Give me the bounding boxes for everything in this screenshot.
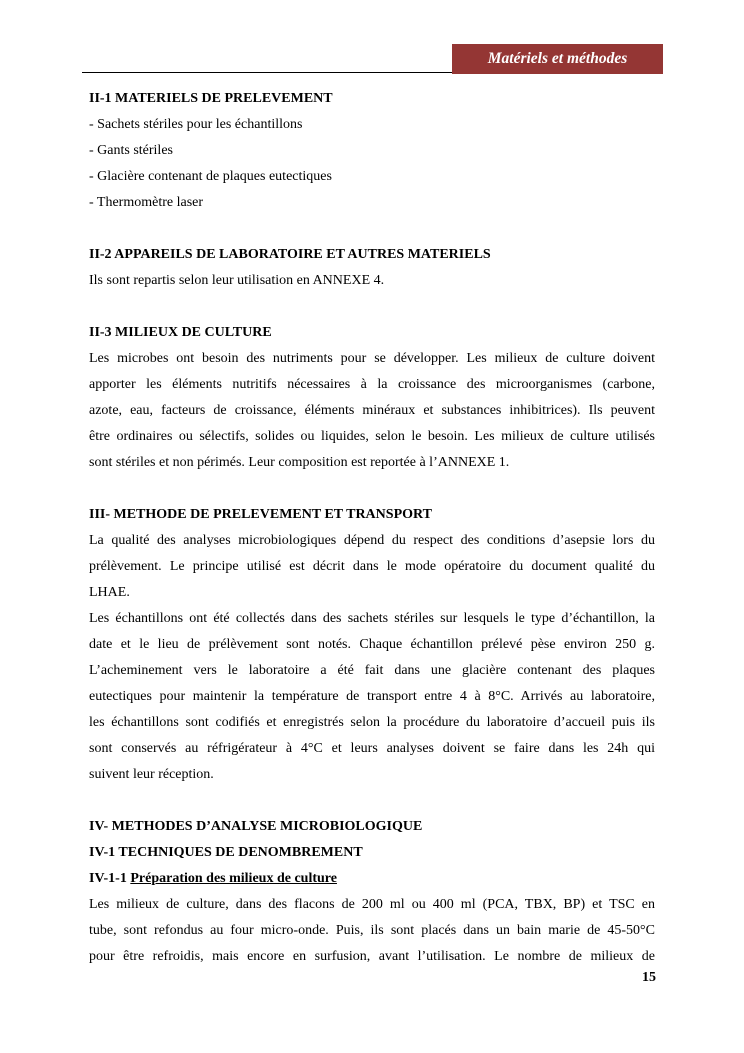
section-heading: II-1 MATERIELS DE PRELEVEMENT xyxy=(89,91,333,106)
paragraph-gap xyxy=(89,476,655,502)
text-line: eutectiques pour maintenir la température de transport entre 4 à 8°C. Arrivés au laboratoire, xyxy=(89,689,655,704)
subsection-heading xyxy=(89,866,655,892)
text-line: être ordinaires ou sélectifs, solides ou liquides, selon le besoin. Les milieux de culture utilisés xyxy=(89,429,655,444)
text-line: - Sachets stériles pour les échantillons xyxy=(89,117,303,132)
text-line: sont conservés au réfrigérateur à 4°C et leurs analyses doivent se faire dans les 24h qui xyxy=(89,741,655,756)
body-lines-top xyxy=(89,86,655,866)
body-lines-bottom xyxy=(89,892,655,970)
text-line: L’acheminement vers le laboratoire a été fait dans une glacière contenant des plaques xyxy=(89,663,655,678)
text-line: sont stériles et non périmés. Leur composition est reportée à l’ANNEXE 1. xyxy=(89,455,510,470)
text-line: - Gants stériles xyxy=(89,143,173,158)
paragraph-gap xyxy=(89,216,655,242)
text-line: prélèvement. Le principe utilisé est décrit dans le mode opératoire du document qualité du xyxy=(89,559,655,574)
section-heading: II-2 APPAREILS DE LABORATOIRE ET AUTRES MATERIELS xyxy=(89,247,491,262)
text-line: Les milieux de culture, dans des flacons de 200 ml ou 400 ml (PCA, TBX, BP) et TSC en xyxy=(89,897,655,912)
subsection-number: IV-1-1 xyxy=(89,871,127,886)
section-heading: II-3 MILIEUX DE CULTURE xyxy=(89,325,272,340)
text-line: Ils sont repartis selon leur utilisation en ANNEXE 4. xyxy=(89,273,385,288)
text-line: date et le lieu de prélèvement sont notés. Chaque échantillon prélevé pèse environ 250 g. xyxy=(89,637,655,652)
chapter-header-tab: Matériels et méthodes xyxy=(452,44,663,74)
text-line: La qualité des analyses microbiologiques dépend du respect des conditions d’asepsie lors du xyxy=(89,533,655,548)
text-line: pour être refroidis, mais encore en surfusion, avant l’utilisation. Le nombre de milieux de xyxy=(89,949,655,964)
paragraph-gap xyxy=(89,788,655,814)
document-body xyxy=(89,86,655,970)
text-line: les échantillons sont codifiés et enregistrés selon la procédure du laboratoire d’accueil puis ils xyxy=(89,715,655,730)
text-line: apporter les éléments nutritifs nécessaires à la croissance des microorganismes (carbone, xyxy=(89,377,655,392)
text-line: Les microbes ont besoin des nutriments pour se développer. Les milieux de culture doivent xyxy=(89,351,655,366)
text-line: Les échantillons ont été collectés dans des sachets stériles sur lesquels le type d’échantillon, la xyxy=(89,611,655,626)
section-heading: IV-1 TECHNIQUES DE DENOMBREMENT xyxy=(89,845,363,860)
text-line: tube, sont refondus au four micro-onde. Puis, ils sont placés dans un bain marie de 45-50°C xyxy=(89,923,655,938)
text-line: - Thermomètre laser xyxy=(89,195,204,210)
section-heading: IV- METHODES D’ANALYSE MICROBIOLOGIQUE xyxy=(89,819,423,834)
paragraph-gap xyxy=(89,294,655,320)
header-rule xyxy=(82,72,454,73)
text-line: azote, eau, facteurs de croissance, éléments minéraux et substances inhibitrices). Ils peuvent xyxy=(89,403,655,418)
text-line: suivent leur réception. xyxy=(89,767,214,782)
text-line: LHAE. xyxy=(89,585,130,600)
subsection-title: Préparation des milieux de culture xyxy=(130,871,337,886)
text-line: - Glacière contenant de plaques eutectiques xyxy=(89,169,332,184)
section-heading: III- METHODE DE PRELEVEMENT ET TRANSPORT xyxy=(89,507,432,522)
page-number: 15 xyxy=(642,970,656,985)
